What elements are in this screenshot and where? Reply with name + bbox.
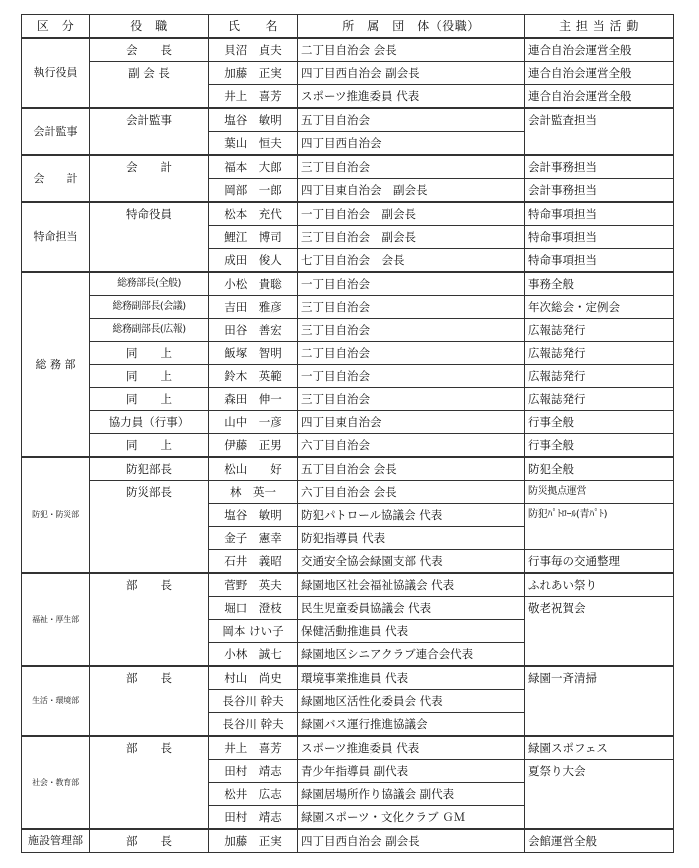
activity-cell: 防犯全般	[525, 457, 674, 481]
activity-cell: 広報誌発行	[525, 388, 674, 411]
organization-cell: 緑園スポーツ・文化クラブ ＧＭ	[298, 806, 525, 830]
activity-cell: 会計監査担当	[525, 108, 674, 155]
table-row	[22, 272, 674, 296]
member-name-cell: 塩谷 敏明	[209, 108, 298, 132]
member-name-cell: 石井 義昭	[209, 550, 298, 574]
activity-cell: 防犯ﾊﾟﾄﾛｰﾙ(青ﾊﾟﾄ)	[525, 504, 674, 550]
organization-cell: 五丁目自治会 会長	[298, 457, 525, 481]
organization-cell: 六丁目自治会 会長	[298, 481, 525, 504]
table-row	[22, 62, 674, 85]
division-cell: 福祉・厚生部	[22, 573, 90, 666]
division-cell: 総 務 部	[22, 272, 90, 457]
organization-cell: 四丁目西自治会 副会長	[298, 829, 525, 853]
role-cell: 会 計	[90, 155, 209, 202]
role-cell: 防災部長	[90, 481, 209, 574]
division-cell: 執行役員	[22, 38, 90, 108]
activity-cell: 広報誌発行	[525, 365, 674, 388]
member-name-cell: 田村 靖志	[209, 760, 298, 783]
table-row	[22, 108, 674, 132]
member-name-cell: 鈴木 英範	[209, 365, 298, 388]
table-row	[22, 573, 674, 597]
table-row	[22, 736, 674, 760]
role-cell: 同 上	[90, 388, 209, 411]
member-name-cell: 田村 靖志	[209, 806, 298, 830]
activity-cell: 特命事項担当	[525, 202, 674, 226]
activity-cell: 緑園スポフェス	[525, 736, 674, 760]
member-name-cell: 福本 大郎	[209, 155, 298, 179]
activity-cell: 年次総会・定例会	[525, 296, 674, 319]
activity-cell: 事務全般	[525, 272, 674, 296]
member-name-cell: 伊藤 正男	[209, 434, 298, 458]
organization-cell: 二丁目自治会 会長	[298, 38, 525, 62]
officer-roster-table	[21, 14, 674, 853]
activity-cell: 広報誌発行	[525, 342, 674, 365]
member-name-cell: 吉田 雅彦	[209, 296, 298, 319]
role-cell: 会 長	[90, 38, 209, 62]
table-row	[22, 202, 674, 226]
table-header-row	[22, 15, 674, 39]
division-cell: 社会・教育部	[22, 736, 90, 829]
organization-cell: 防犯指導員 代表	[298, 527, 525, 550]
header-division: 区 分	[22, 15, 90, 39]
activity-cell: 会計事務担当	[525, 179, 674, 203]
organization-cell: 一丁目自治会	[298, 365, 525, 388]
member-name-cell: 加藤 正実	[209, 62, 298, 85]
activity-cell: 広報誌発行	[525, 319, 674, 342]
activity-cell: 夏祭り大会	[525, 760, 674, 830]
header-organization: 所 属 団 体（役職）	[298, 15, 525, 39]
member-name-cell: 長谷川 幹夫	[209, 690, 298, 713]
organization-cell: 四丁目東自治会 副会長	[298, 179, 525, 203]
member-name-cell: 田谷 善宏	[209, 319, 298, 342]
role-cell: 副 会 長	[90, 62, 209, 109]
table-row	[22, 38, 674, 62]
organization-cell: 保健活動推進員 代表	[298, 620, 525, 643]
organization-cell: 交通安全協会緑園支部 代表	[298, 550, 525, 574]
organization-cell: 緑園居場所作り協議会 副代表	[298, 783, 525, 806]
activity-cell: 連合自治会運営全般	[525, 85, 674, 109]
table-row	[22, 434, 674, 458]
organization-cell: 五丁目自治会	[298, 108, 525, 132]
activity-cell: 緑園一斉清掃	[525, 666, 674, 736]
role-cell: 総務副部長(広報)	[90, 319, 209, 342]
organization-cell: スポーツ推進委員 代表	[298, 85, 525, 109]
activity-cell: 特命事項担当	[525, 249, 674, 273]
activity-cell: 行事全般	[525, 411, 674, 434]
role-cell: 同 上	[90, 434, 209, 458]
activity-cell: 行事全般	[525, 434, 674, 458]
table-row	[22, 319, 674, 342]
role-cell: 防犯部長	[90, 457, 209, 481]
role-cell: 同 上	[90, 365, 209, 388]
member-name-cell: 飯塚 智明	[209, 342, 298, 365]
organization-cell: 青少年指導員 副代表	[298, 760, 525, 783]
organization-cell: 一丁目自治会	[298, 272, 525, 296]
organization-cell: 緑園バス運行推進協議会	[298, 713, 525, 737]
division-cell: 会計監事	[22, 108, 90, 155]
table-body	[22, 38, 674, 853]
role-cell: 部 長	[90, 666, 209, 736]
table-row	[22, 666, 674, 690]
organization-cell: 三丁目自治会	[298, 155, 525, 179]
role-cell: 総務副部長(会議)	[90, 296, 209, 319]
member-name-cell: 成田 俊人	[209, 249, 298, 273]
table-row	[22, 342, 674, 365]
member-name-cell: 森田 伸一	[209, 388, 298, 411]
member-name-cell: 加藤 正実	[209, 829, 298, 853]
member-name-cell: 塩谷 敏明	[209, 504, 298, 527]
member-name-cell: 貝沼 貞夫	[209, 38, 298, 62]
member-name-cell: 鯉江 博司	[209, 226, 298, 249]
member-name-cell: 林 英一	[209, 481, 298, 504]
member-name-cell: 岡本 けい子	[209, 620, 298, 643]
organization-cell: 三丁目自治会	[298, 388, 525, 411]
role-cell: 部 長	[90, 736, 209, 829]
activity-cell: 防災拠点運営	[525, 481, 674, 504]
table-row	[22, 365, 674, 388]
organization-cell: 環境事業推進員 代表	[298, 666, 525, 690]
table-row	[22, 155, 674, 179]
organization-cell: 六丁目自治会	[298, 434, 525, 458]
organization-cell: 四丁目東自治会	[298, 411, 525, 434]
member-name-cell: 小林 誠七	[209, 643, 298, 667]
table-row	[22, 296, 674, 319]
division-cell: 生活・環境部	[22, 666, 90, 736]
member-name-cell: 長谷川 幹夫	[209, 713, 298, 737]
table-row	[22, 411, 674, 434]
organization-cell: 緑園地区活性化委員会 代表	[298, 690, 525, 713]
role-cell: 特命役員	[90, 202, 209, 272]
member-name-cell: 堀口 澄枝	[209, 597, 298, 620]
activity-cell: 特命事項担当	[525, 226, 674, 249]
division-cell: 施設管理部	[22, 829, 90, 853]
member-name-cell: 井上 喜芳	[209, 85, 298, 109]
organization-cell: スポーツ推進委員 代表	[298, 736, 525, 760]
organization-cell: 一丁目自治会 副会長	[298, 202, 525, 226]
member-name-cell: 山中 一彦	[209, 411, 298, 434]
table-row	[22, 457, 674, 481]
organization-cell: 二丁目自治会	[298, 342, 525, 365]
organization-cell: 防犯パトロール協議会 代表	[298, 504, 525, 527]
organization-cell: 三丁目自治会	[298, 319, 525, 342]
member-name-cell: 村山 尚史	[209, 666, 298, 690]
role-cell: 同 上	[90, 342, 209, 365]
member-name-cell: 小松 貴聡	[209, 272, 298, 296]
organization-cell: 民生児童委員協議会 代表	[298, 597, 525, 620]
activity-cell: 敬老祝賀会	[525, 597, 674, 667]
activity-cell: 会館運営全般	[525, 829, 674, 853]
table-row	[22, 481, 674, 504]
member-name-cell: 松本 充代	[209, 202, 298, 226]
header-activity: 主 担 当 活 動	[525, 15, 674, 39]
division-cell: 防犯・防災部	[22, 457, 90, 573]
role-cell: 会計監事	[90, 108, 209, 155]
division-cell: 特命担当	[22, 202, 90, 272]
activity-cell: ふれあい祭り	[525, 573, 674, 597]
table-row	[22, 829, 674, 853]
role-cell: 総務部長(全般)	[90, 272, 209, 296]
header-role: 役 職	[90, 15, 209, 39]
officer-roster-document	[21, 14, 674, 853]
organization-cell: 緑園地区シニアクラブ連合会代表	[298, 643, 525, 667]
organization-cell: 三丁目自治会	[298, 296, 525, 319]
role-cell: 部 長	[90, 573, 209, 666]
division-cell: 会 計	[22, 155, 90, 202]
role-cell: 部 長	[90, 829, 209, 853]
member-name-cell: 松山 好	[209, 457, 298, 481]
organization-cell: 緑園地区社会福祉協議会 代表	[298, 573, 525, 597]
activity-cell: 連合自治会運営全般	[525, 62, 674, 85]
organization-cell: 四丁目西自治会	[298, 132, 525, 156]
member-name-cell: 松井 広志	[209, 783, 298, 806]
member-name-cell: 井上 喜芳	[209, 736, 298, 760]
activity-cell: 連合自治会運営全般	[525, 38, 674, 62]
header-name: 氏 名	[209, 15, 298, 39]
organization-cell: 三丁目自治会 副会長	[298, 226, 525, 249]
member-name-cell: 葉山 恒夫	[209, 132, 298, 156]
organization-cell: 七丁目自治会 会長	[298, 249, 525, 273]
organization-cell: 四丁目西自治会 副会長	[298, 62, 525, 85]
activity-cell: 行事毎の交通整理	[525, 550, 674, 574]
activity-cell: 会計事務担当	[525, 155, 674, 179]
role-cell: 協力員（行事）	[90, 411, 209, 434]
table-row	[22, 388, 674, 411]
member-name-cell: 菅野 英夫	[209, 573, 298, 597]
member-name-cell: 金子 憲幸	[209, 527, 298, 550]
member-name-cell: 岡部 一郎	[209, 179, 298, 203]
